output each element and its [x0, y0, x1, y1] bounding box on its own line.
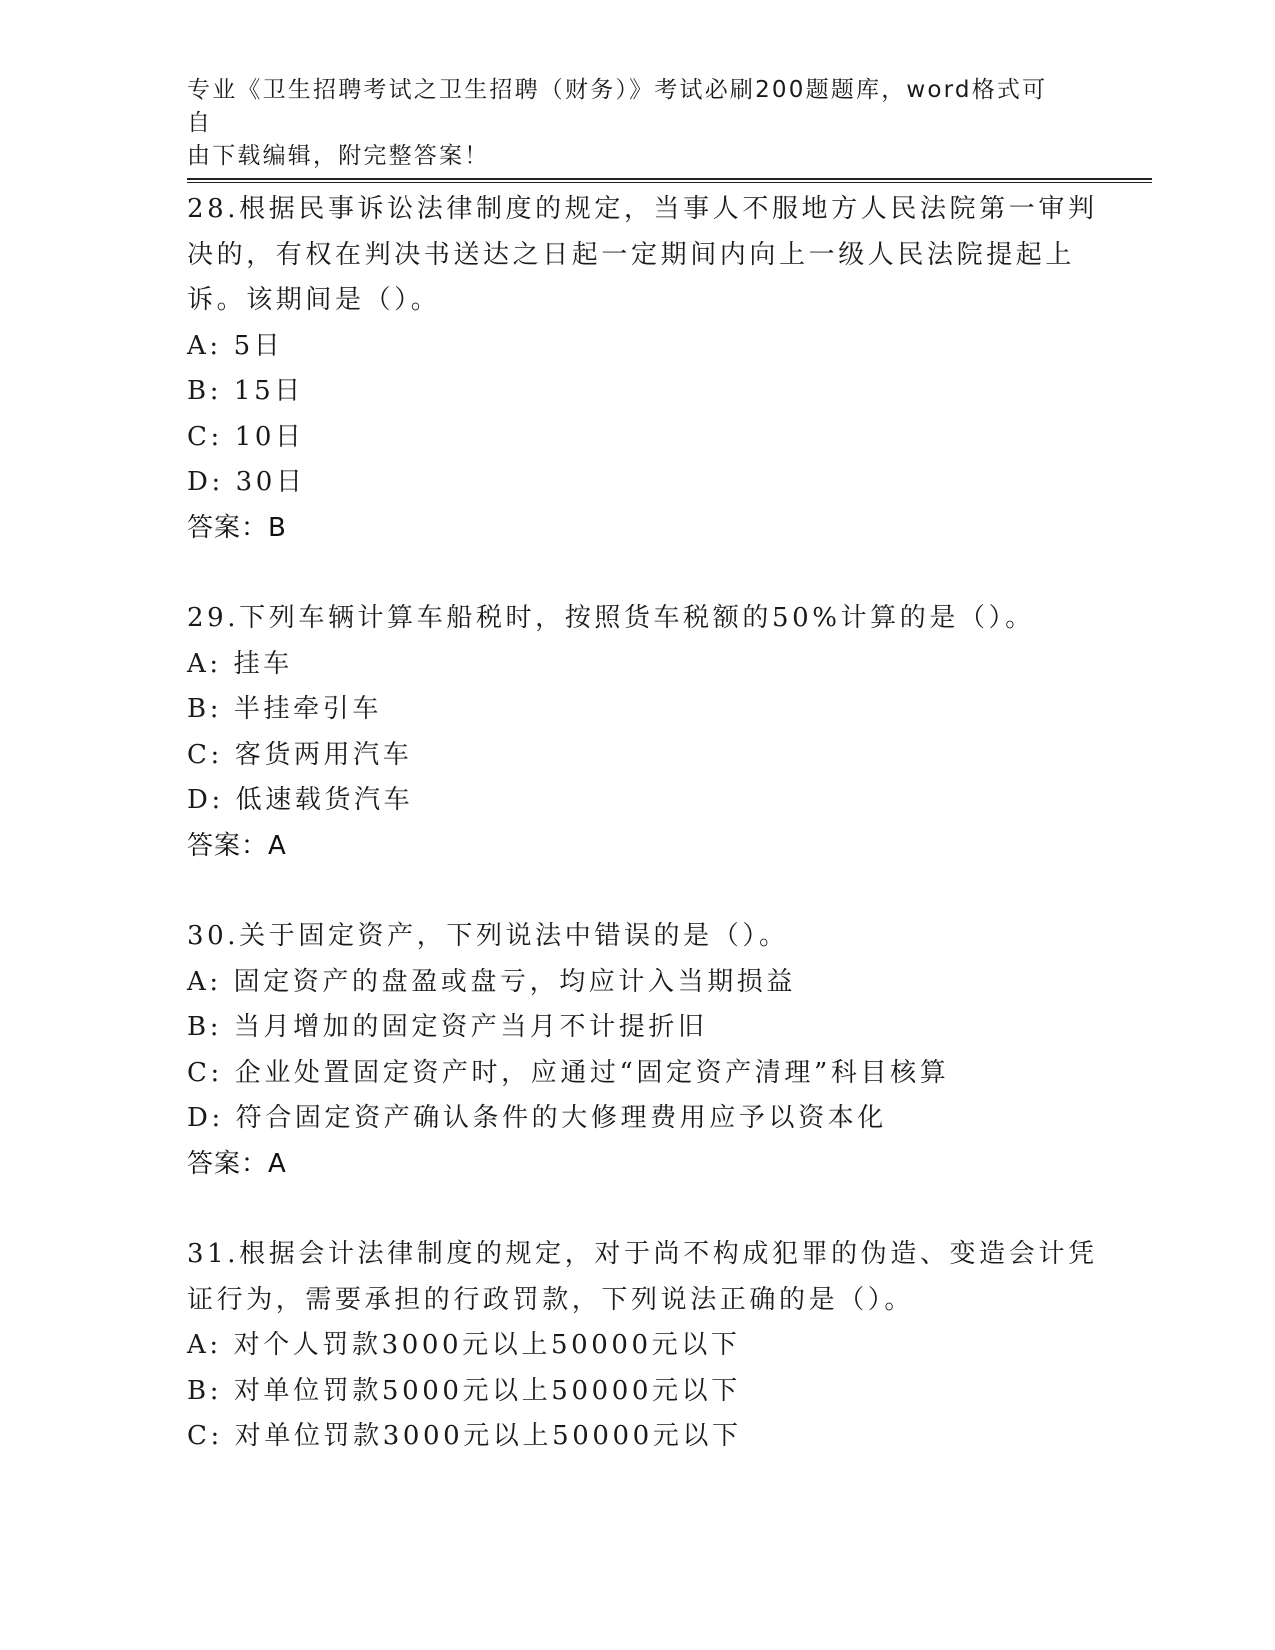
answer-label: 答案：A	[187, 1148, 287, 1179]
question-text-line: 28.根据民事诉讼法律制度的规定，当事人不服地方人民法院第一审判	[187, 194, 1098, 224]
option-a: A: 5日	[187, 330, 284, 361]
header-line-2: 由下载编辑，附完整答案！	[187, 143, 490, 169]
question-gap	[187, 1187, 1077, 1232]
document-header	[187, 74, 1067, 173]
option-c: C: 10日	[187, 421, 305, 452]
question-28	[187, 187, 1098, 551]
question-text-line: 30.关于固定资产，下列说法中错误的是（）。	[187, 921, 789, 951]
option-c: C: 对单位罚款3000元以上50000元以下	[187, 1421, 742, 1451]
option-d: D: 符合固定资产确认条件的大修理费用应予以资本化	[187, 1103, 887, 1133]
question-31	[187, 1232, 1098, 1460]
header-line-1: 专业《卫生招聘考试之卫生招聘（财务）》考试必刷200题题库，word格式可自	[187, 77, 1048, 136]
question-text-line: 诉。该期间是（）。	[187, 285, 441, 315]
question-gap	[187, 869, 1077, 914]
question-text-line: 决的，有权在判决书送达之日起一定期间内向上一级人民法院提起上	[187, 239, 1076, 270]
option-c: C: 企业处置固定资产时，应通过“固定资产清理”科目核算	[187, 1057, 950, 1088]
option-a: A: 挂车	[187, 648, 293, 679]
option-b: B: 15日	[187, 376, 304, 406]
question-text-line: 31.根据会计法律制度的规定，对于尚不构成犯罪的伪造、变造会计凭	[187, 1239, 1098, 1269]
question-text-line: 证行为，需要承担的行政罚款，下列说法正确的是（）。	[187, 1284, 915, 1315]
header-divider	[187, 178, 1152, 183]
option-b: B: 半挂牵引车	[187, 694, 382, 724]
question-30	[187, 914, 1077, 1187]
option-d: D: 低速载货汽车	[187, 785, 414, 815]
answer-label: 答案：B	[187, 512, 287, 543]
option-c: C: 客货两用汽车	[187, 739, 413, 770]
question-29	[187, 596, 1077, 869]
question-text-line: 29.下列车辆计算车船税时，按照货车税额的50%计算的是（）。	[187, 603, 1035, 633]
question-list	[187, 187, 1098, 1460]
option-a: A: 对个人罚款3000元以上50000元以下	[187, 1330, 741, 1360]
answer-label: 答案：A	[187, 830, 287, 861]
option-b: B: 对单位罚款5000元以上50000元以下	[187, 1375, 741, 1406]
option-b: B: 当月增加的固定资产当月不计提折旧	[187, 1012, 708, 1042]
option-a: A: 固定资产的盘盈或盘亏，均应计入当期损益	[187, 966, 797, 997]
option-d: D: 30日	[187, 467, 306, 497]
question-gap	[187, 551, 1077, 596]
